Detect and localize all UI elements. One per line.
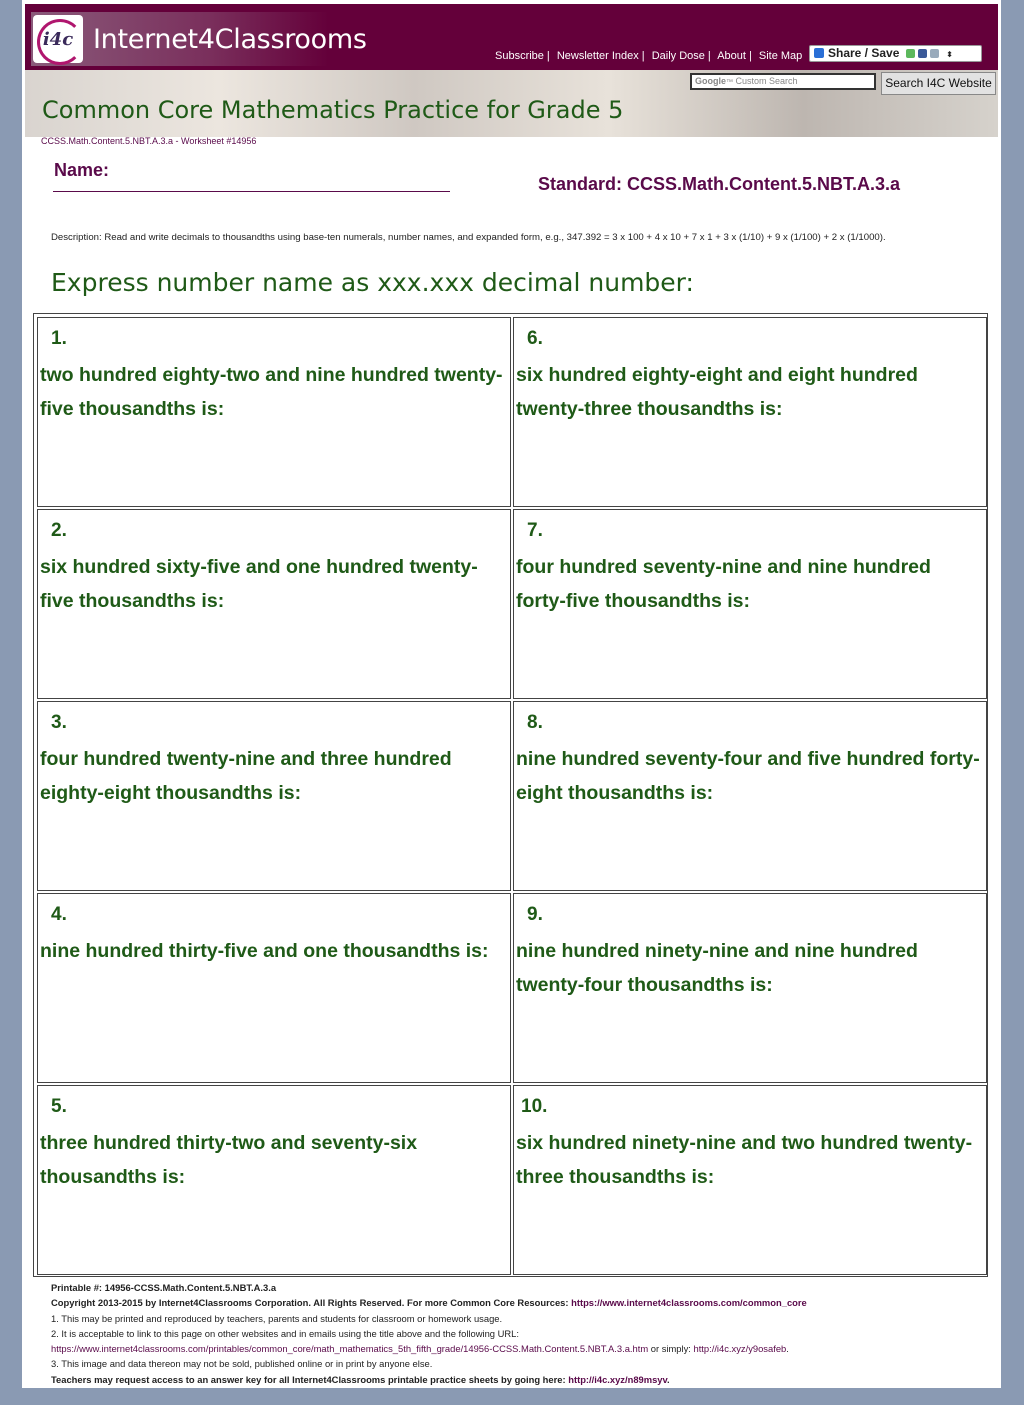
- email-share-icon: [906, 49, 915, 58]
- footer: [51, 1280, 991, 1387]
- question-text: six hundred ninety-nine and two hundred twenty-three thousandths is:: [516, 1132, 973, 1188]
- logo-text: Internet4Classrooms: [93, 24, 367, 55]
- question-text: nine hundred ninety-nine and nine hundred twenty-four thousandths is:: [516, 940, 918, 996]
- printable-number: Printable #: 14956-CCSS.Math.Content.5.NBT.A.3.a: [51, 1282, 277, 1293]
- nav-subscribe[interactable]: Subscribe: [495, 50, 544, 62]
- instruction: Express number name as xxx.xxx decimal number:: [51, 268, 694, 297]
- note-1: 1. This may be printed and reproduced by teachers, parents and students for classroom or homework usage.: [51, 1312, 503, 1324]
- question-number: 3.: [51, 712, 67, 733]
- question-text: four hundred seventy-nine and nine hundred forty-five thousandths is:: [516, 556, 931, 612]
- page: [22, 0, 1001, 1388]
- share-save-button[interactable]: [809, 45, 982, 62]
- question-number: 10.: [521, 1096, 548, 1117]
- logo-badge-icon: [33, 15, 83, 63]
- question-number: 9.: [527, 904, 543, 925]
- question-cell-7: [513, 509, 987, 699]
- facebook-icon: [918, 49, 927, 58]
- site-header: [25, 4, 998, 70]
- banner: [25, 70, 998, 137]
- question-number: 2.: [51, 520, 67, 541]
- question-number: 6.: [527, 328, 543, 349]
- question-cell-3: [37, 701, 511, 891]
- question-number: 8.: [527, 712, 543, 733]
- question-text: three hundred thirty-two and seventy-six thousandths is:: [40, 1132, 418, 1188]
- nav-separator: |: [707, 50, 711, 62]
- search-button[interactable]: Search I4C Website: [881, 72, 996, 95]
- short-url-link[interactable]: http://i4c.xyz/y9osafeb: [693, 1343, 787, 1355]
- top-nav: [495, 50, 802, 62]
- question-number: 4.: [51, 904, 67, 925]
- question-text: six hundred sixty-five and one hundred twenty-five thousandths is:: [40, 556, 478, 612]
- name-line: [53, 191, 450, 192]
- search-input[interactable]: [690, 73, 876, 90]
- standard-label: Standard: CCSS.Math.Content.5.NBT.A.3.a: [538, 174, 901, 194]
- question-cell-2: [37, 509, 511, 699]
- url-line: https://www.internet4classrooms.com/printables/common_core/math_mathematics_5th_fifth_grade/14956-CCSS.Math.Content.5.NBT.A.3.a.htm or simply: http://i4c.xyz/y9osafeb.: [51, 1343, 789, 1355]
- nav-separator: |: [641, 50, 645, 62]
- url-or-text: or simply:: [648, 1343, 694, 1355]
- logo-ring-icon: [37, 19, 83, 65]
- question-text: nine hundred seventy-four and five hundred forty-eight thousandths is:: [516, 748, 980, 804]
- common-core-link[interactable]: https://www.internet4classrooms.com/common_core: [571, 1297, 807, 1309]
- question-number: 7.: [527, 520, 543, 541]
- nav-daily-dose[interactable]: Daily Dose: [651, 50, 705, 62]
- share-plus-icon: [814, 48, 824, 58]
- question-text: nine hundred thirty-five and one thousandths is:: [40, 940, 489, 962]
- nav-separator: |: [546, 50, 550, 62]
- google-logo-icon: Google: [695, 76, 726, 86]
- description: Description: Read and write decimals to thousandths using base-ten numerals, number names, and expanded form, e.g., 347.392 = 3 x 100 + 4 x 10 + 7 x 1 + 3 x (1/10) + 9 x (1/100) + 2 x (1/1000).: [51, 232, 886, 243]
- question-grid: [33, 313, 988, 1277]
- note-3: 3. This image and data thereon may not be sold, published online or in print by anyone else.: [51, 1358, 433, 1370]
- share-label: Share / Save: [828, 46, 900, 60]
- question-number: 5.: [51, 1096, 67, 1117]
- breadcrumb: CCSS.Math.Content.5.NBT.A.3.a - Worksheet #14956: [41, 136, 257, 146]
- question-cell-4: [37, 893, 511, 1083]
- answer-key-link[interactable]: http://i4c.xyz/n89msyv: [568, 1373, 668, 1385]
- search-placeholder: Custom Search: [735, 76, 798, 86]
- question-cell-9: [513, 893, 987, 1083]
- google-tm-icon: ™: [726, 79, 733, 86]
- nav-site-map[interactable]: Site Map: [758, 50, 803, 62]
- question-cell-1: [37, 317, 511, 507]
- logo-badge-text: i4c: [42, 28, 74, 50]
- nav-newsletter-index[interactable]: Newsletter Index: [556, 50, 639, 62]
- site-logo[interactable]: [31, 12, 367, 66]
- copyright-text: Copyright 2013-2015 by Internet4Classrooms Corporation. All Rights Reserved. For more Common Core Resources:: [51, 1297, 572, 1309]
- answer-key-line: Teachers may request access to an answer key for all Internet4Classrooms printable practice sheets by going here: http://i4c.xyz/n89msyv.: [51, 1373, 670, 1385]
- nav-separator: |: [748, 50, 752, 62]
- answer-key-text: Teachers may request access to an answer key for all Internet4Classrooms printable practice sheets by going here:: [51, 1373, 569, 1385]
- question-cell-5: [37, 1085, 511, 1275]
- question-cell-10: [513, 1085, 987, 1275]
- question-text: six hundred eighty-eight and eight hundred twenty-three thousandths is:: [516, 364, 918, 420]
- twitter-icon: [930, 49, 939, 58]
- note-2: 2. It is acceptable to link to this page on other websites and in emails using the title above and the following URL:: [51, 1327, 519, 1339]
- nav-about[interactable]: About: [717, 50, 746, 62]
- question-text: four hundred twenty-nine and three hundred eighty-eight thousandths is:: [40, 748, 452, 804]
- question-cell-6: [513, 317, 987, 507]
- chevron-updown-icon: ⬍: [946, 50, 953, 59]
- worksheet-url-link[interactable]: https://www.internet4classrooms.com/printables/common_core/math_mathematics_5th_fifth_grade/14956-CCSS.Math.Content.5.NBT.A.3.a.htm: [51, 1343, 649, 1355]
- page-title: Common Core Mathematics Practice for Grade 5: [42, 96, 624, 124]
- question-number: 1.: [51, 328, 67, 349]
- question-text: two hundred eighty-two and nine hundred twenty-five thousandths is:: [40, 364, 503, 420]
- question-cell-8: [513, 701, 987, 891]
- copyright-line: [51, 1295, 991, 1310]
- name-label: Name:: [54, 160, 110, 180]
